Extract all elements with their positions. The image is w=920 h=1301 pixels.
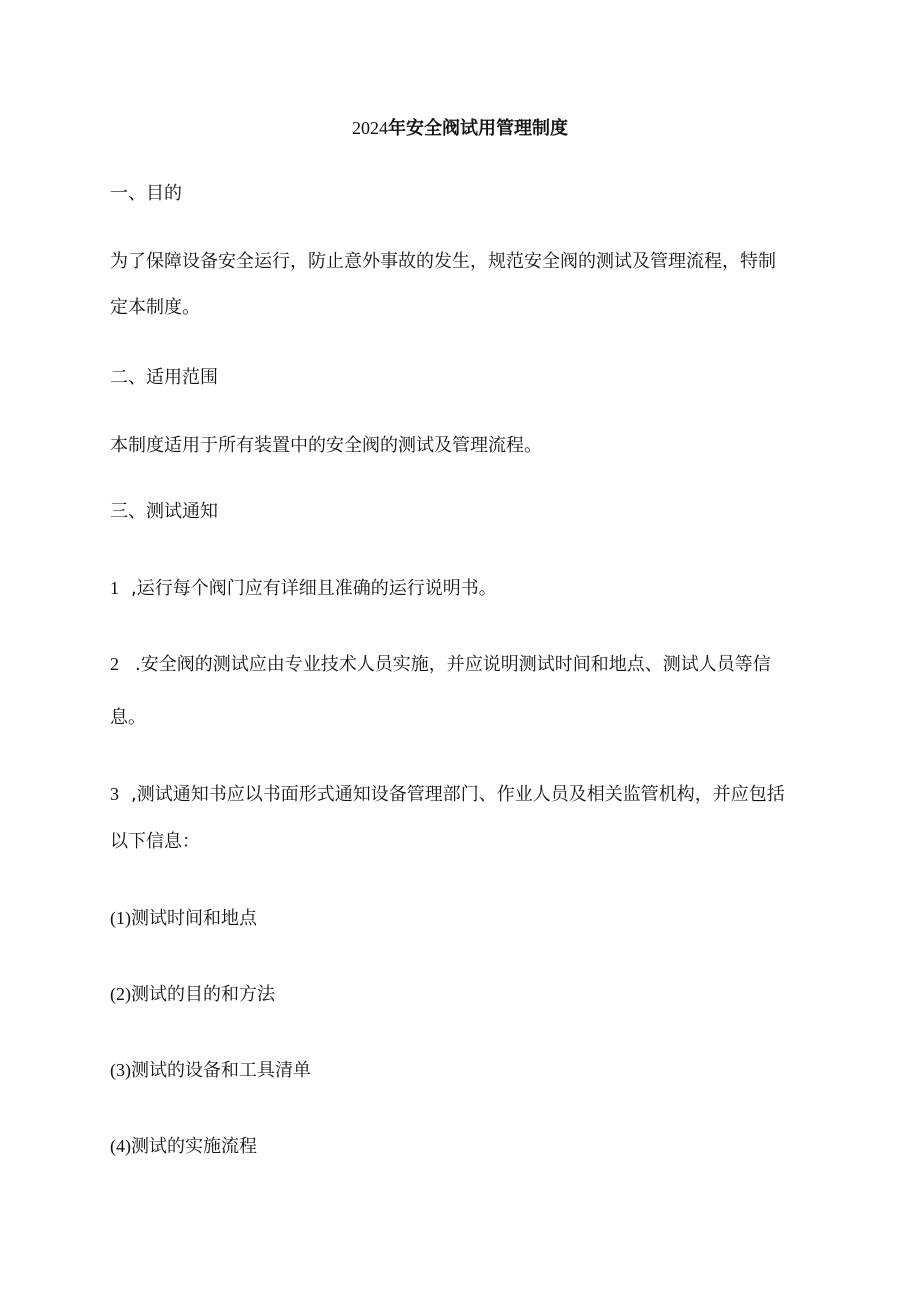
list-item-1-number: 1	[110, 578, 119, 598]
sub-item-4	[110, 1134, 820, 1159]
list-item-1-text: ,运行每个阀门应有详细且准确的运行说明书。	[131, 578, 497, 599]
sub-item-2-text: 测试的目的和方法	[131, 984, 275, 1005]
purpose-paragraph-line-2: 定本制度。	[110, 297, 200, 318]
list-item-2-text: .安全阀的测试应由专业技术人员实施，并应说明测试时间和地点、测试人员等信	[135, 654, 771, 675]
sub-item-3-text: 测试的设备和工具清单	[131, 1060, 311, 1081]
list-item-3-line-1	[110, 782, 820, 807]
section-heading-scope: 二、适用范围	[110, 367, 218, 388]
list-item-3-number: 3	[110, 784, 119, 804]
sub-item-3-number: (3)	[110, 1060, 131, 1080]
sub-item-1-number: (1)	[110, 908, 131, 928]
list-item-1	[110, 576, 820, 601]
title-year: 2024	[352, 118, 388, 138]
document-title	[0, 116, 920, 141]
title-text: 年安全阀试用管理制度	[388, 118, 568, 139]
sub-item-1-text: 测试时间和地点	[131, 908, 257, 929]
scope-paragraph: 本制度适用于所有装置中的安全阀的测试及管理流程。	[110, 435, 542, 456]
section-heading-test-notice: 三、测试通知	[110, 501, 218, 522]
list-item-2-number: 2	[110, 654, 119, 674]
section-heading-purpose: 一、目的	[110, 183, 182, 204]
purpose-paragraph-line-1: 为了保障设备安全运行，防止意外事故的发生，规范安全阀的测试及管理流程，特制	[110, 251, 776, 272]
list-item-3-text: ,测试通知书应以书面形式通知设备管理部门、作业人员及相关监管机构，并应包括	[131, 784, 785, 805]
sub-item-2	[110, 982, 820, 1007]
sub-item-2-number: (2)	[110, 984, 131, 1004]
sub-item-1	[110, 906, 820, 931]
sub-item-4-text: 测试的实施流程	[131, 1136, 257, 1157]
sub-item-3	[110, 1058, 820, 1083]
list-item-2-line-2: 息。	[110, 707, 146, 728]
list-item-2-line-1	[110, 652, 820, 677]
list-item-3-line-2: 以下信息：	[110, 831, 200, 852]
sub-item-4-number: (4)	[110, 1136, 131, 1156]
